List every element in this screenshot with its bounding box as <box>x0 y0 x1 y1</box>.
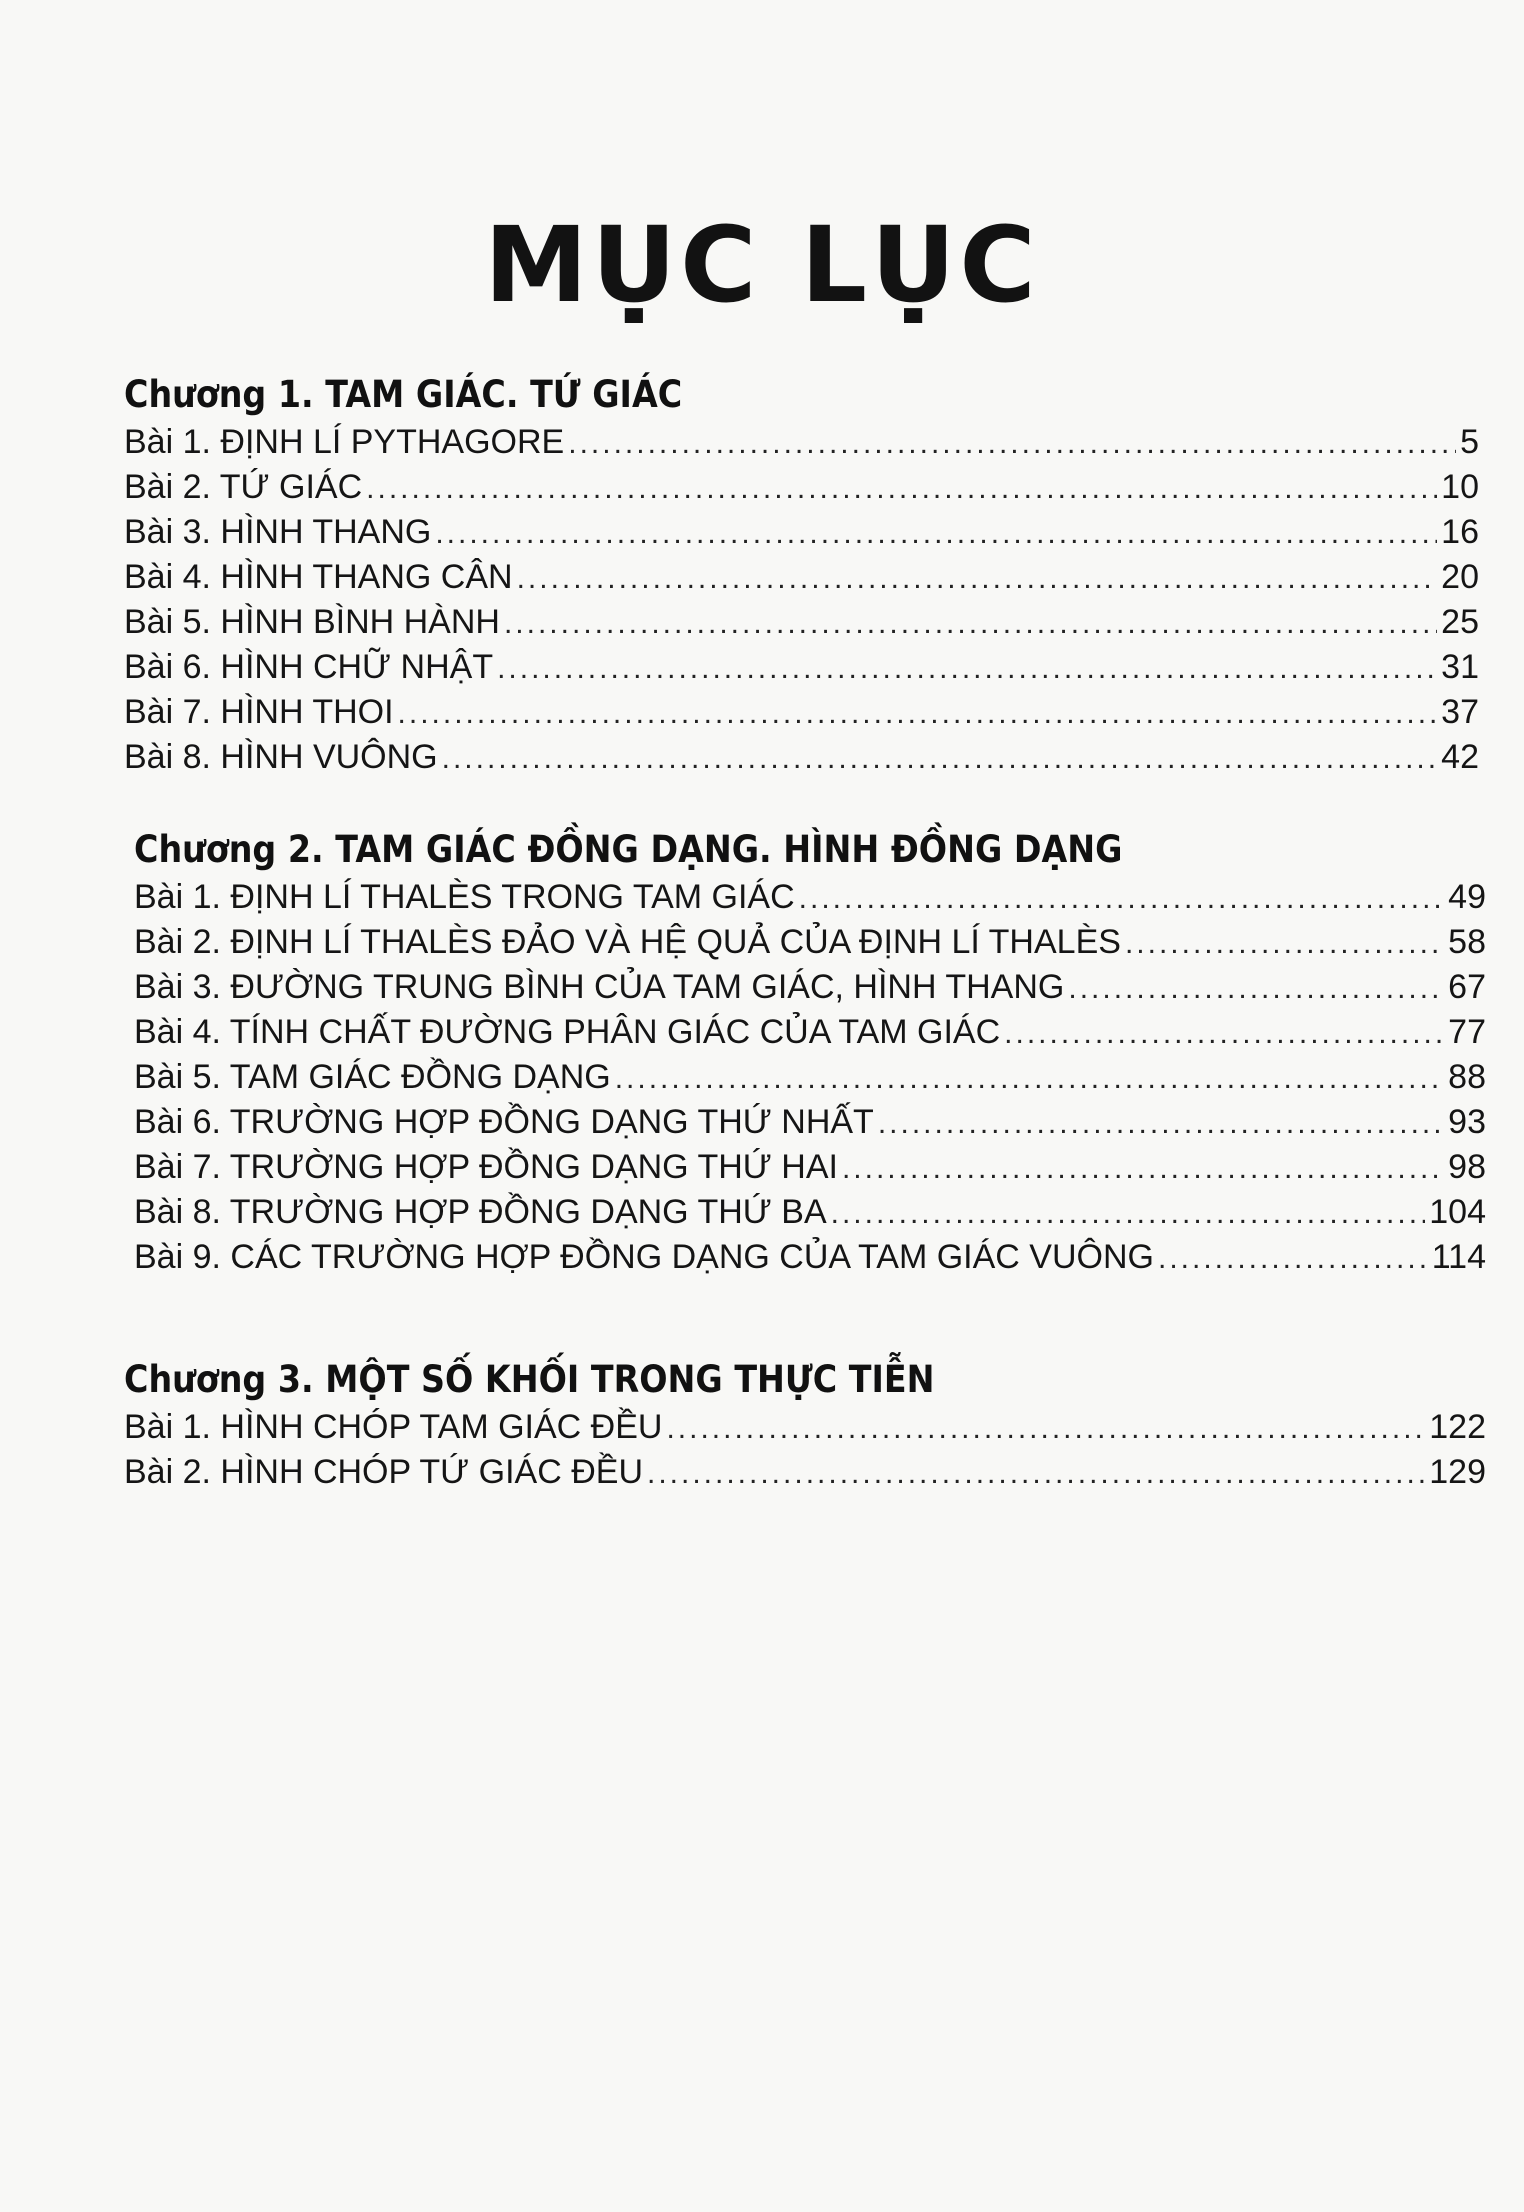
dot-leader <box>842 1146 1444 1191</box>
page-number: 93 <box>1448 1103 1486 1141</box>
lesson-label: Bài 4. HÌNH THANG CÂN <box>124 558 513 596</box>
dot-leader <box>878 1101 1444 1146</box>
toc-entry <box>124 1405 1486 1450</box>
page-number: 37 <box>1441 693 1479 731</box>
toc-entry <box>124 690 1479 735</box>
dot-leader <box>647 1451 1425 1496</box>
lesson-label: Bài 7. TRƯỜNG HỢP ĐỒNG DẠNG THỨ HAI <box>134 1148 838 1186</box>
chapter-title: Chương 3. MỘT SỐ KHỐI TRONG THỰC TIỄN <box>124 1358 935 1401</box>
lesson-label: Bài 8. TRƯỜNG HỢP ĐỒNG DẠNG THỨ BA <box>134 1193 827 1231</box>
page-number: 49 <box>1448 878 1486 916</box>
dot-leader <box>1068 966 1444 1011</box>
lesson-label: Bài 3. HÌNH THANG <box>124 513 432 551</box>
page-number: 67 <box>1448 968 1486 1006</box>
page-number: 5 <box>1460 423 1479 461</box>
dot-leader <box>517 556 1438 601</box>
lesson-label: Bài 1. ĐỊNH LÍ PYTHAGORE <box>124 423 565 461</box>
toc-entry <box>124 510 1479 555</box>
dot-leader <box>831 1191 1426 1236</box>
lesson-label: Bài 2. HÌNH CHÓP TỨ GIÁC ĐỀU <box>124 1453 643 1491</box>
lesson-label: Bài 3. ĐƯỜNG TRUNG BÌNH CỦA TAM GIÁC, HÌNH THANG <box>134 968 1065 1006</box>
page-number: 10 <box>1441 468 1479 506</box>
toc-entry <box>134 1010 1486 1055</box>
toc-entry <box>134 1100 1486 1145</box>
dot-leader <box>1158 1236 1428 1281</box>
lesson-label: Bài 5. TAM GIÁC ĐỒNG DẠNG <box>134 1058 611 1096</box>
lesson-label: Bài 1. ĐỊNH LÍ THALÈS TRONG TAM GIÁC <box>134 878 795 916</box>
toc-entry <box>124 600 1479 645</box>
toc-entry <box>134 920 1486 965</box>
toc-entry <box>134 1145 1486 1190</box>
dot-leader <box>497 646 1437 691</box>
dot-leader <box>435 511 1437 556</box>
lesson-label: Bài 9. CÁC TRƯỜNG HỢP ĐỒNG DẠNG CỦA TAM GIÁC VUÔNG <box>134 1238 1154 1276</box>
toc-entry <box>134 1055 1486 1100</box>
page-number: 98 <box>1448 1148 1486 1186</box>
dot-leader <box>799 876 1445 921</box>
dot-leader <box>504 601 1437 646</box>
toc-entry <box>124 645 1479 690</box>
toc-entry <box>124 555 1479 600</box>
dot-leader <box>398 691 1438 736</box>
toc-entry <box>134 875 1486 920</box>
page-number: 25 <box>1441 603 1479 641</box>
dot-leader <box>366 466 1437 511</box>
lesson-label: Bài 4. TÍNH CHẤT ĐƯỜNG PHÂN GIÁC CỦA TAM GIÁC <box>134 1013 1001 1051</box>
page-number: 77 <box>1448 1013 1486 1051</box>
lesson-label: Bài 2. TỨ GIÁC <box>124 468 363 506</box>
dot-leader <box>615 1056 1444 1101</box>
dot-leader <box>1125 921 1444 966</box>
dot-leader <box>1004 1011 1444 1056</box>
chapter-1 <box>124 370 1479 780</box>
page-number: 88 <box>1448 1058 1486 1096</box>
toc-entry <box>124 735 1479 780</box>
dot-leader <box>666 1406 1425 1451</box>
chapter-2 <box>134 825 1486 1280</box>
page-number: 16 <box>1441 513 1479 551</box>
page-number: 129 <box>1429 1453 1486 1491</box>
page-title: MỤC LỤC <box>484 204 1040 326</box>
page-number: 58 <box>1448 923 1486 961</box>
lesson-label: Bài 8. HÌNH VUÔNG <box>124 738 438 776</box>
lesson-label: Bài 2. ĐỊNH LÍ THALÈS ĐẢO VÀ HỆ QUẢ CỦA ĐỊNH LÍ THALÈS <box>134 923 1121 961</box>
lesson-label: Bài 1. HÌNH CHÓP TAM GIÁC ĐỀU <box>124 1408 663 1446</box>
page-number: 114 <box>1431 1238 1486 1276</box>
page-number: 122 <box>1429 1408 1486 1446</box>
page-number: 31 <box>1441 648 1479 686</box>
chapter-title: Chương 2. TAM GIÁC ĐỒNG DẠNG. HÌNH ĐỒNG DẠNG <box>134 828 1123 871</box>
toc-entry <box>134 965 1486 1010</box>
lesson-label: Bài 7. HÌNH THOI <box>124 693 394 731</box>
toc-entry <box>124 1450 1486 1495</box>
lesson-label: Bài 5. HÌNH BÌNH HÀNH <box>124 603 500 641</box>
toc-entry <box>124 465 1479 510</box>
lesson-label: Bài 6. TRƯỜNG HỢP ĐỒNG DẠNG THỨ NHẤT <box>134 1103 874 1141</box>
lesson-label: Bài 6. HÌNH CHỮ NHẬT <box>124 648 494 686</box>
toc-entry <box>124 420 1479 465</box>
chapter-title: Chương 1. TAM GIÁC. TỨ GIÁC <box>124 373 683 416</box>
chapter-3 <box>124 1355 1486 1495</box>
page-number: 42 <box>1441 738 1479 776</box>
dot-leader <box>442 736 1438 781</box>
page-number: 104 <box>1429 1193 1486 1231</box>
page-number: 20 <box>1441 558 1479 596</box>
dot-leader <box>568 421 1456 466</box>
toc-entry <box>134 1235 1486 1280</box>
toc-entry <box>134 1190 1486 1235</box>
